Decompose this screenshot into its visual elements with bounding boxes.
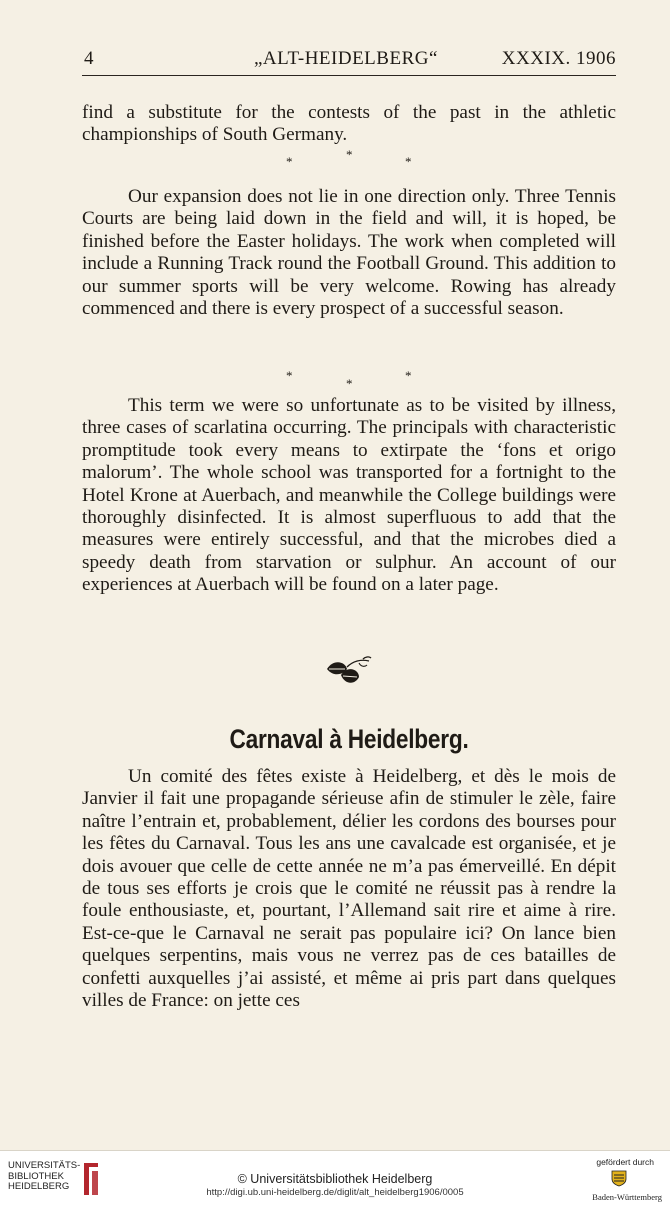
section-separator-stars: * * * bbox=[286, 147, 412, 169]
paragraph-expansion: Our expansion does not lie in one direction only. Three Tennis Courts are being laid down in the field and will, it is hoped, be finished before the Easter holidays. The work when completed will include a Running Track round the Football Ground. This addition to our summer sports will be very welcome. Rowing has already commenced and there is every prospect of a successful season. bbox=[82, 186, 616, 320]
digitization-footer bbox=[0, 1150, 670, 1205]
copyright-notice: © Universitätsbibliothek Heidelberg bbox=[237, 1172, 433, 1186]
page-number: 4 bbox=[84, 48, 94, 69]
section-separator-stars-2: * * * bbox=[286, 368, 412, 391]
permalink[interactable]: http://digi.ub.uni-heidelberg.de/diglit/alt_heidelberg1906/0005 bbox=[206, 1187, 464, 1198]
funded-by-label: gefördert durch bbox=[596, 1157, 654, 1167]
funder-name: Baden-Württemberg bbox=[592, 1192, 662, 1202]
library-name: UNIVERSITÄTS- BIBLIOTHEK HEIDELBERG bbox=[8, 1160, 81, 1192]
section-title: Carnaval à Heidelberg. bbox=[229, 724, 469, 754]
paragraph-athletics: find a substitute for the contests of the past in the athletic championships of South Germany. bbox=[82, 102, 616, 146]
baden-wuerttemberg-crest-icon bbox=[610, 1169, 628, 1187]
paragraph-illness: This term we were so unfortunate as to be visited by illness, three cases of scarlatina occurring. The principals with characteristic promptitude took every means to extirpate the ‘fons et origo malorum’. The whole school was transported for a fortnight to the Hotel Krone at Auerbach, and meanwhile the College buildings were thoroughly disinfected. It is almost superfluous to add that the measures were entirely successful, and that the microbes died a speedy death from starvation or sulphur. An account of our experiences at Auerbach will be found on a later page. bbox=[82, 395, 616, 596]
running-head bbox=[84, 44, 616, 74]
paragraph-carnaval: Un comité des fêtes existe à Heidelberg, et dès le mois de Janvier il fait une propagande sérieuse afin de stimuler le zèle, faire naître l’entrain et, probablement, délier les cordons des bourses pour les fêtes du Carnaval. Tous les ans une cavalcade est organisée, et je dois avouer que celle de cette année ne m’a pas émerveillé. En dépit de tous ses efforts je crois que le comité ne réussit pas à rendre la foule enthousiaste, et, pourtant, l’Allemand sait rire et aime à rire. Est-ce-que le Carnaval ne serait pas populaire ici? On lance bien quelques serpentins, mais vous ne verrez pas de ces batailles de confetti auxquelles j’ai assisté, et même ai pris part dans quelques villes de France: on jette ces bbox=[82, 766, 616, 1012]
leaf-ornament-icon bbox=[323, 655, 373, 689]
header-rule bbox=[82, 75, 616, 76]
volume-year: XXXIX. 1906 bbox=[501, 48, 616, 69]
journal-title: „ALT-HEIDELBERG“ bbox=[254, 48, 438, 69]
